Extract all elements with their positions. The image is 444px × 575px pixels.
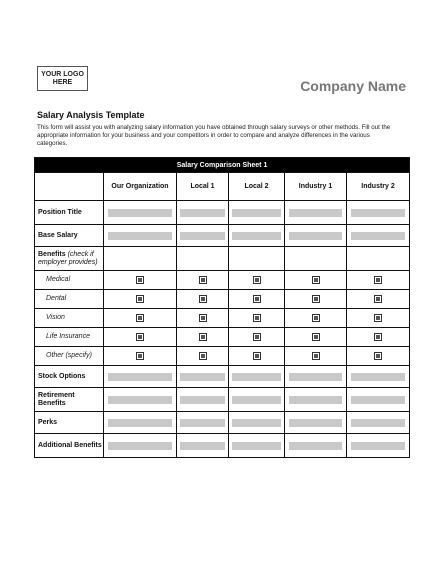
- empty-cell: [285, 247, 347, 271]
- column-header: Industry 1: [285, 173, 347, 201]
- input-field[interactable]: [289, 396, 343, 404]
- input-field[interactable]: [351, 419, 406, 427]
- checkbox[interactable]: [199, 352, 207, 360]
- input-field[interactable]: [108, 209, 171, 217]
- input-cell[interactable]: [347, 412, 410, 434]
- input-field[interactable]: [180, 373, 225, 381]
- table-row: [35, 247, 410, 271]
- input-cell[interactable]: [177, 388, 229, 412]
- input-field[interactable]: [232, 209, 280, 217]
- checkbox[interactable]: [312, 352, 320, 360]
- input-cell[interactable]: [177, 434, 229, 458]
- checkbox[interactable]: [312, 333, 320, 341]
- input-cell[interactable]: [104, 412, 177, 434]
- row-label: Position Title: [35, 201, 104, 225]
- input-field[interactable]: [289, 373, 343, 381]
- input-field[interactable]: [232, 442, 280, 450]
- sheet-title: Salary Comparison Sheet 1: [35, 158, 410, 173]
- document-title: Salary Analysis Template: [37, 110, 145, 120]
- input-field[interactable]: [180, 232, 225, 240]
- input-field[interactable]: [232, 419, 280, 427]
- row-label: Other (specify): [35, 347, 104, 366]
- input-field[interactable]: [180, 396, 225, 404]
- company-name: Company Name: [300, 78, 406, 94]
- document-description: This form will assist you with analyzing salary information you have obtained through salary surveys or other methods. Fill out the appropriate information for your business and your competitors in order to compare and analyze differences in the various categories.: [37, 124, 391, 148]
- checkbox[interactable]: [136, 352, 144, 360]
- input-cell[interactable]: [285, 225, 347, 247]
- table-row: [35, 225, 410, 247]
- checkbox[interactable]: [374, 352, 382, 360]
- input-field[interactable]: [289, 419, 343, 427]
- input-cell[interactable]: [229, 434, 285, 458]
- input-field[interactable]: [108, 373, 171, 381]
- checkbox[interactable]: [136, 333, 144, 341]
- corner-cell: [35, 173, 104, 201]
- input-cell[interactable]: [229, 388, 285, 412]
- input-field[interactable]: [289, 232, 343, 240]
- empty-cell: [104, 247, 177, 271]
- input-field[interactable]: [351, 396, 406, 404]
- input-cell[interactable]: [229, 201, 285, 225]
- row-label: Medical: [35, 271, 104, 290]
- input-field[interactable]: [289, 442, 343, 450]
- input-field[interactable]: [180, 209, 225, 217]
- table-row: [35, 412, 410, 434]
- input-cell[interactable]: [104, 388, 177, 412]
- table-row: [35, 309, 410, 328]
- input-field[interactable]: [351, 373, 406, 381]
- input-cell[interactable]: [285, 201, 347, 225]
- row-label: [35, 247, 104, 271]
- table-row: [35, 434, 410, 458]
- input-cell[interactable]: [347, 225, 410, 247]
- input-field[interactable]: [232, 232, 280, 240]
- input-cell[interactable]: [285, 434, 347, 458]
- checkbox[interactable]: [312, 276, 320, 284]
- input-cell[interactable]: [104, 201, 177, 225]
- logo-placeholder: [37, 66, 88, 91]
- input-field[interactable]: [180, 442, 225, 450]
- row-label: Additional Benefits: [35, 434, 104, 458]
- table-row: [35, 347, 410, 366]
- table-row: [35, 201, 410, 225]
- row-label: Retirement Benefits: [35, 388, 104, 412]
- checkbox[interactable]: [253, 314, 261, 322]
- checkbox[interactable]: [136, 314, 144, 322]
- input-cell[interactable]: [285, 388, 347, 412]
- input-cell[interactable]: [285, 366, 347, 388]
- empty-cell: [347, 247, 410, 271]
- checkbox[interactable]: [253, 295, 261, 303]
- checkbox[interactable]: [136, 295, 144, 303]
- input-cell[interactable]: [104, 434, 177, 458]
- logo-line2: HERE: [52, 79, 73, 86]
- input-field[interactable]: [180, 419, 225, 427]
- table-row: [35, 328, 410, 347]
- input-cell[interactable]: [104, 366, 177, 388]
- row-label: Perks: [35, 412, 104, 434]
- input-cell[interactable]: [347, 201, 410, 225]
- input-field[interactable]: [108, 232, 171, 240]
- input-cell[interactable]: [285, 412, 347, 434]
- input-cell[interactable]: [347, 434, 410, 458]
- input-cell[interactable]: [177, 366, 229, 388]
- row-label: Base Salary: [35, 225, 104, 247]
- input-cell[interactable]: [177, 225, 229, 247]
- input-field[interactable]: [351, 209, 406, 217]
- input-field[interactable]: [351, 442, 406, 450]
- benefits-note: (check if employer provides): [38, 250, 98, 266]
- checkbox[interactable]: [374, 314, 382, 322]
- column-header: Local 2: [229, 173, 285, 201]
- benefits-label: Benefits: [38, 250, 66, 258]
- column-header: Industry 2: [347, 173, 410, 201]
- checkbox[interactable]: [374, 333, 382, 341]
- checkbox[interactable]: [312, 295, 320, 303]
- checkbox[interactable]: [136, 276, 144, 284]
- input-cell[interactable]: [347, 366, 410, 388]
- checkbox[interactable]: [374, 276, 382, 284]
- input-cell[interactable]: [177, 201, 229, 225]
- checkbox[interactable]: [253, 352, 261, 360]
- table-row: [35, 388, 410, 412]
- row-label: Vision: [35, 309, 104, 328]
- row-label: Life Insurance: [35, 328, 104, 347]
- input-cell[interactable]: [229, 225, 285, 247]
- checkbox[interactable]: [312, 314, 320, 322]
- input-cell[interactable]: [104, 225, 177, 247]
- checkbox[interactable]: [199, 314, 207, 322]
- column-header: Local 1: [177, 173, 229, 201]
- salary-comparison-table: [34, 157, 410, 458]
- column-header: Our Organization: [104, 173, 177, 201]
- row-label: Dental: [35, 290, 104, 309]
- input-field[interactable]: [351, 232, 406, 240]
- input-cell[interactable]: [229, 366, 285, 388]
- checkbox[interactable]: [253, 333, 261, 341]
- checkbox[interactable]: [199, 276, 207, 284]
- checkbox[interactable]: [374, 295, 382, 303]
- input-cell[interactable]: [347, 388, 410, 412]
- empty-cell: [229, 247, 285, 271]
- table-row: [35, 290, 410, 309]
- input-cell[interactable]: [177, 412, 229, 434]
- input-field[interactable]: [232, 396, 280, 404]
- input-cell[interactable]: [229, 412, 285, 434]
- input-field[interactable]: [108, 396, 171, 404]
- table-row: [35, 271, 410, 290]
- checkbox[interactable]: [199, 295, 207, 303]
- input-field[interactable]: [108, 419, 171, 427]
- input-field[interactable]: [108, 442, 171, 450]
- input-field[interactable]: [232, 373, 280, 381]
- empty-cell: [177, 247, 229, 271]
- input-field[interactable]: [289, 209, 343, 217]
- checkbox[interactable]: [199, 333, 207, 341]
- checkbox[interactable]: [253, 276, 261, 284]
- row-label: Stock Options: [35, 366, 104, 388]
- table-row: [35, 366, 410, 388]
- logo-line1: YOUR LOGO: [41, 71, 84, 78]
